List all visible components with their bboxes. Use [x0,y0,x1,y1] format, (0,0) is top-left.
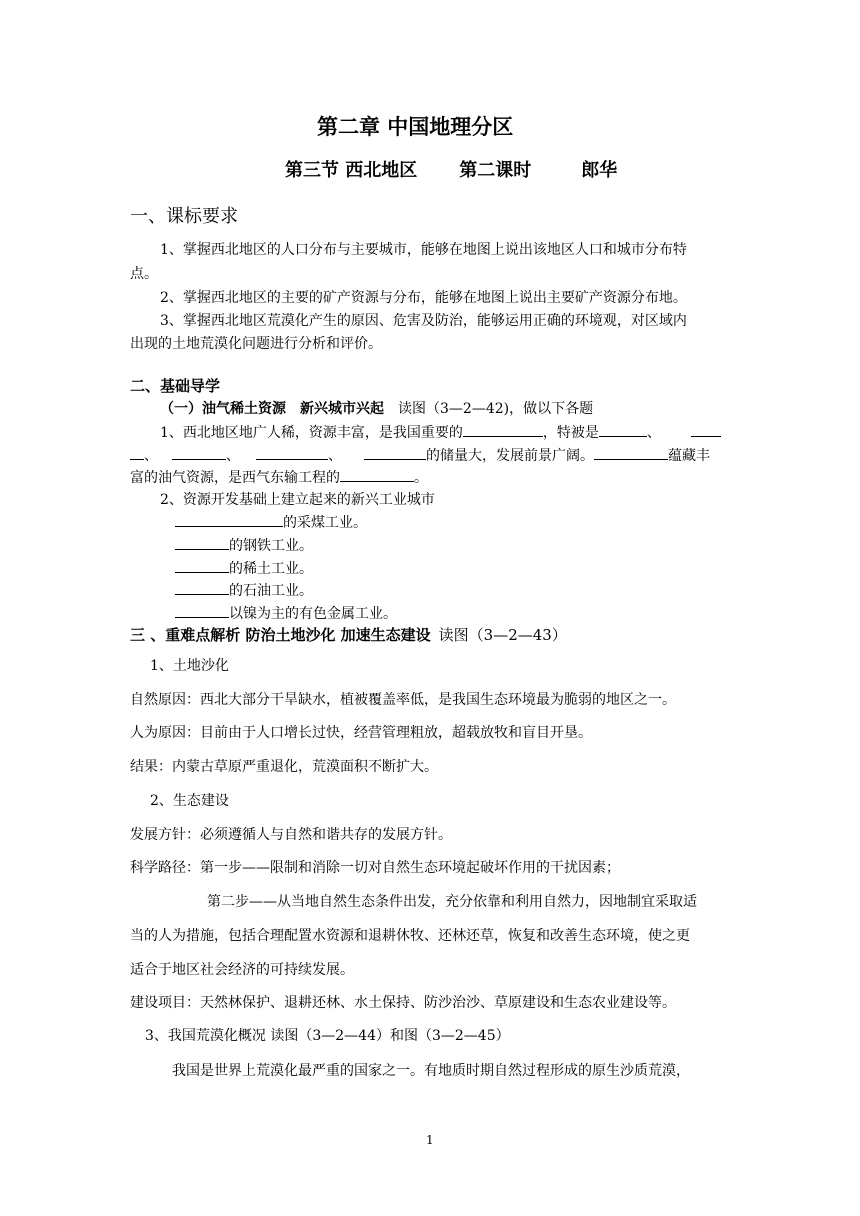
s2-question-2: 2、资源开发基础上建立起来的新兴工业城市 [160,492,435,508]
city-line-1 [175,512,367,533]
natural-cause: 自然原因：西北大部分干旱缺水，植被覆盖率低，是我国生态环境最为脆弱的地区之一。 [130,692,676,708]
s1-paragraph-1b: 点。 [130,266,158,282]
result-text: 结果：内蒙古草原严重退化，荒漠面积不断扩大。 [130,759,438,775]
s3-sub-3-title: 3、我国荒漠化概况 读图（3—2—44）和图（3—2—45） [145,1028,510,1044]
city-1-text: 的采煤工业。 [283,515,367,531]
city-line-5 [175,603,397,624]
city-2-text: 的钢铁工业。 [229,538,313,554]
s1-paragraph-3a: 3、掌握西北地区荒漠化产生的原因、危害及防治，能够运用正确的环境观，对区域内 [160,313,687,329]
answer-blank[interactable] [175,535,229,550]
answer-blank[interactable] [175,603,229,618]
answer-blank[interactable] [172,445,226,460]
answer-blank[interactable] [175,580,229,595]
city-3-text: 的稀土工业。 [229,561,313,577]
answer-blank[interactable] [340,467,414,482]
answer-blank[interactable] [256,445,328,460]
s2-question-1a [160,422,721,443]
section-1-heading: 一、课标要求 [130,206,238,227]
s1-paragraph-1a: 1、掌握西北地区的人口分布与主要城市，能够在地图上说出该地区人口和城市分布特 [160,242,687,258]
q1b-end-text: 蕴藏丰 [668,448,710,464]
answer-blank[interactable] [364,445,426,460]
answer-blank[interactable] [691,422,721,437]
subtitle-section: 第三节 西北地区 [285,160,418,181]
answer-blank[interactable] [175,512,283,527]
city-5-text: 以镍为主的有色金属工业。 [229,606,397,622]
city-line-4 [175,580,313,601]
q1a-mid-text: ，特被是 [542,425,599,441]
path-step-2c: 适合于地区社会经济的可持续发展。 [130,962,354,978]
answer-blank[interactable] [463,422,543,437]
human-cause: 人为原因：目前由于人口增长过快，经营管理粗放，超载放牧和盲目开垦。 [130,725,592,741]
section-2-heading: 二、基础导学 [130,377,221,395]
q1b-sep2: 、 [226,448,240,464]
subtitle-lesson: 第二课时 [459,160,532,181]
chapter-title: 第二章 中国地理分区 [317,114,514,139]
s3-heading-rest: 读图（3—2—43） [438,626,567,644]
answer-blank[interactable] [175,558,229,573]
s3-sub-2-title: 2、生态建设 [150,793,229,809]
q1a-text: 1、西北地区地广人稀，资源丰富，是我国重要的 [160,425,463,441]
s2-subheading [160,399,593,419]
city-line-2 [175,535,313,556]
path-step-1: 科学路径：第一步——限制和消除一切对自然生态环境起破坏作用的干扰因素； [130,860,620,876]
city-line-3 [175,558,313,579]
path-step-2a: 第二步——从当地自然生态条件出发，充分依靠和利用自然力，因地制宜采取适 [207,894,697,910]
section-3-heading [130,625,567,645]
page-number: 1 [426,1133,434,1147]
section-subtitle [285,159,617,183]
s3-sub-3-text: 我国是世界上荒漠化最严重的国家之一。有地质时期自然过程形成的原生沙质荒漠， [172,1063,690,1079]
subtitle-author: 郎华 [581,160,618,181]
q1b-sep3: 、 [328,448,342,464]
path-step-2b: 当的人为措施，包括合理配置水资源和退耕休牧、还林还草，恢复和改善生态环境，使之更 [130,928,690,944]
policy-text: 发展方针：必须遵循人与自然和谐共存的发展方针。 [130,827,452,843]
s1-paragraph-3b: 出现的土地荒漠化问题进行分析和评价。 [130,336,382,352]
answer-blank[interactable] [599,422,647,437]
q1b-sep1: 、 [144,448,158,464]
answer-blank[interactable] [130,445,144,460]
q1b-mid-text: 的储量大，发展前景广阔。 [426,448,594,464]
s2-subheading-bold: （一）油气稀土资源 新兴城市兴起 [160,401,384,417]
q1c-text: 富的油气资源，是西气东输工程的 [130,470,340,486]
q1a-sep: 、 [646,425,661,441]
city-4-text: 的石油工业。 [229,583,313,599]
s3-sub-1-title: 1、土地沙化 [150,658,229,674]
q1c-end: 。 [414,470,428,486]
s3-heading-bold: 三 、重难点解析 防治土地沙化 加速生态建设 [130,626,431,644]
s1-paragraph-2: 2、掌握西北地区的主要的矿产资源与分布，能够在地图上说出主要矿产资源分布地。 [160,290,687,306]
s2-subheading-rest: 读图（3—2—42)，做以下各题 [398,401,594,417]
answer-blank[interactable] [594,445,668,460]
projects-text: 建设项目：天然林保护、退耕还林、水土保持、防沙治沙、草原建设和生态农业建设等。 [130,995,676,1011]
s2-question-1c [130,467,428,488]
s2-question-1b [130,445,710,466]
